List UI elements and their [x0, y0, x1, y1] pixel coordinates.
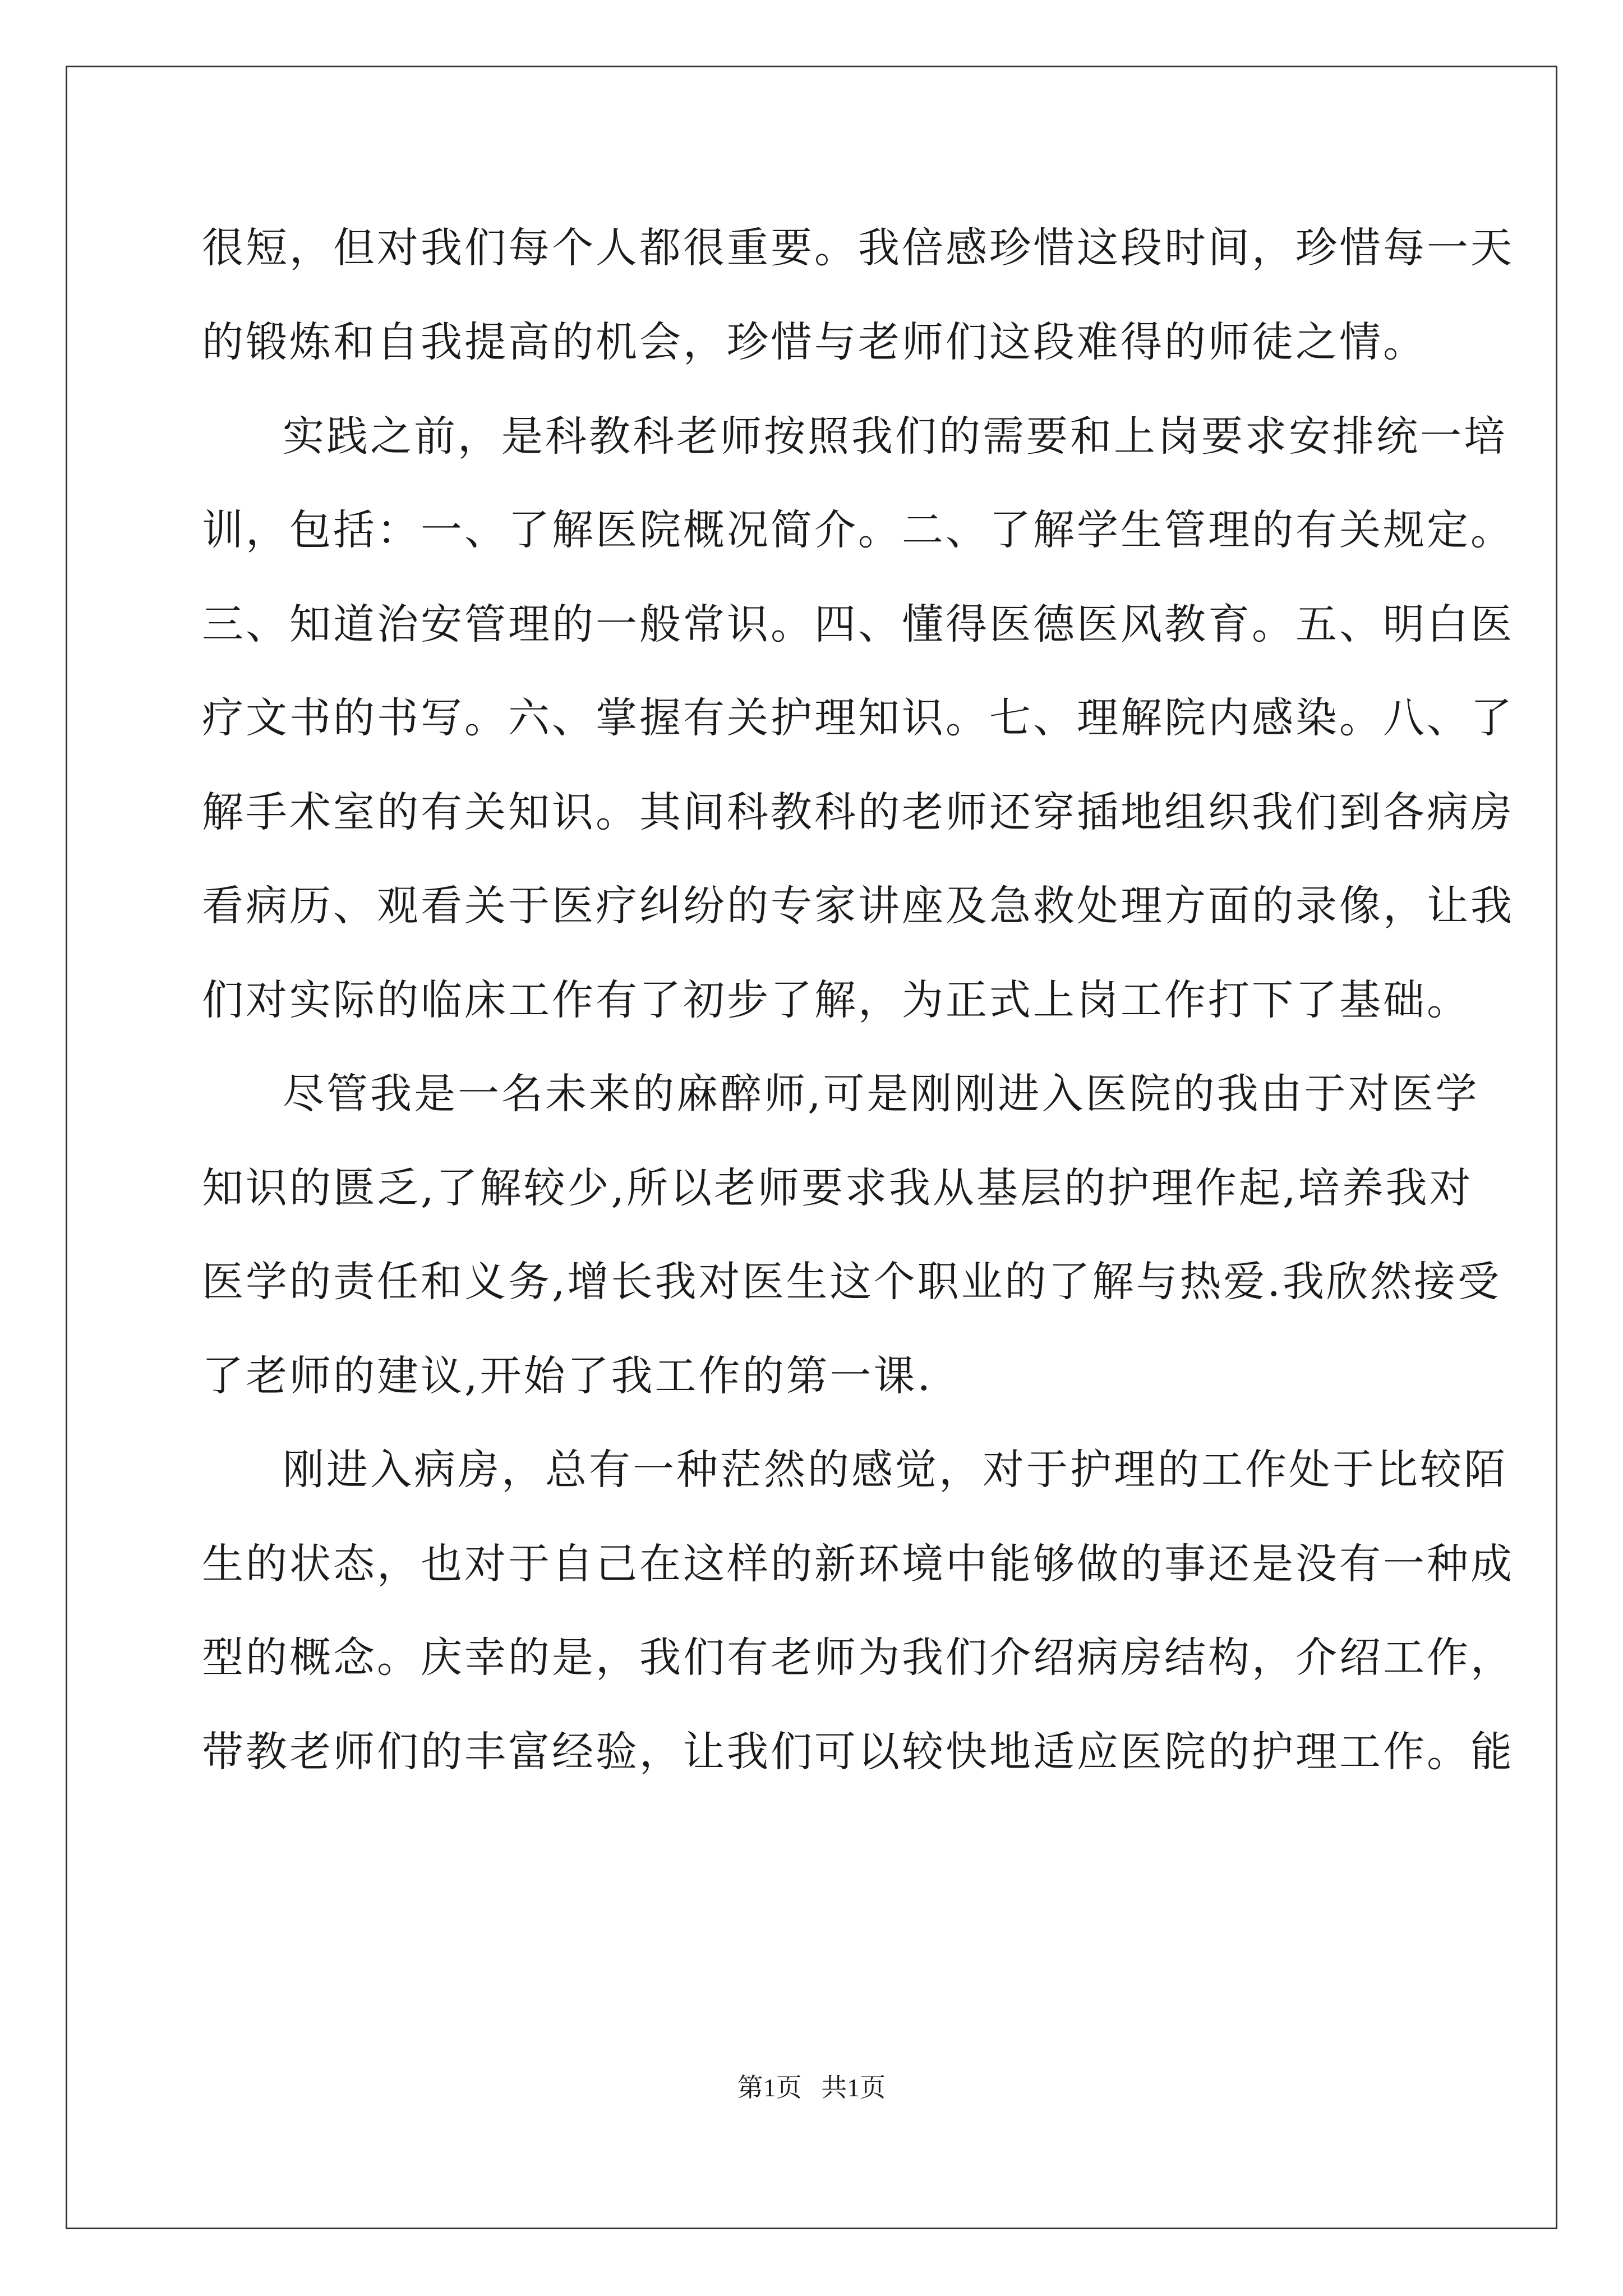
text-line: 的锻炼和自我提高的机会，珍惜与老师们这段难得的师徒之情。 — [202, 318, 1427, 366]
text-line: 很短，但对我们每个人都很重要。我倍感珍惜这段时间，珍惜每一天 — [202, 224, 1514, 272]
text-line: 生的状态，也对于自己在这样的新环境中能够做的事还是没有一种成 — [202, 1540, 1514, 1588]
text-line: 训，包括：一、了解医院概况简介。二、了解学生管理的有关规定。 — [202, 506, 1514, 554]
text-line: 带教老师们的丰富经验，让我们可以较快地适应医院的护理工作。能 — [202, 1728, 1514, 1776]
page-border — [66, 66, 1557, 2229]
paragraph-first-line: 刚进入病房，总有一种茫然的感觉，对于护理的工作处于比较陌 — [283, 1446, 1507, 1494]
text-line: 三、知道治安管理的一般常识。四、懂得医德医风教育。五、明白医 — [202, 600, 1514, 648]
page-number: 第1页 共1页 — [737, 2073, 886, 2102]
text-line: 们对实际的临床工作有了初步了解，为正式上岗工作打下了基础。 — [202, 976, 1470, 1024]
text-line: 型的概念。庆幸的是，我们有老师为我们介绍病房结构，介绍工作， — [202, 1634, 1514, 1682]
paragraph-first-line: 尽管我是一名未来的麻醉师,可是刚刚进入医院的我由于对医学 — [283, 1070, 1479, 1118]
text-line: 看病历、观看关于医疗纠纷的专家讲座及急救处理方面的录像，让我 — [202, 882, 1514, 930]
text-line: 知识的匮乏,了解较少,所以老师要求我从基层的护理作起,培养我对 — [202, 1164, 1473, 1212]
text-line: 疗文书的书写。六、掌握有关护理知识。七、理解院内感染。八、了 — [202, 694, 1514, 742]
paragraph-first-line: 实践之前，是科教科老师按照我们的需要和上岗要求安排统一培 — [283, 412, 1507, 461]
text-line: 医学的责任和义务,增长我对医生这个职业的了解与热爱.我欣然接受 — [202, 1258, 1502, 1306]
text-line: 解手术室的有关知识。其间科教科的老师还穿插地组织我们到各病房 — [202, 788, 1514, 836]
text-line: 了老师的建议,开始了我工作的第一课. — [202, 1352, 933, 1400]
